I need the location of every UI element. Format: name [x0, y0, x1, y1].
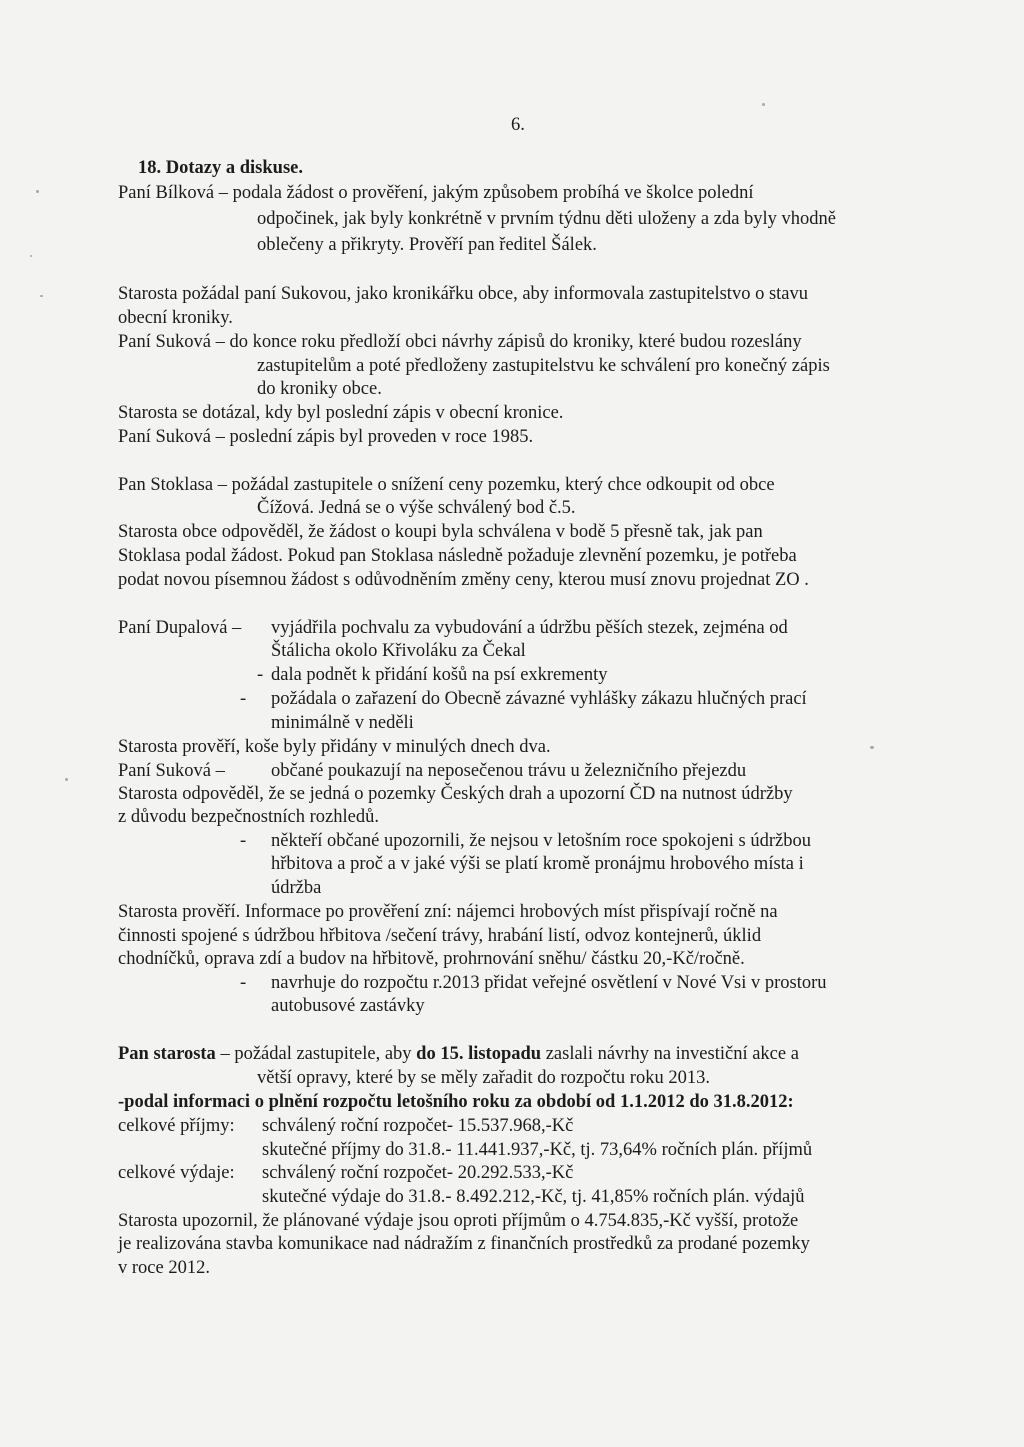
scan-speck: [30, 255, 32, 257]
bullet-dash: -: [240, 689, 247, 709]
bullet-dash: -: [257, 665, 264, 685]
text-line: schválený roční rozpočet- 20.292.533,-Kč: [262, 1163, 574, 1183]
text-line: Paní Bílková – podala žádost o prověření, jakým způsobem probíhá ve školce polední: [118, 183, 754, 203]
text-line: oblečeny a přikryty. Prověří pan ředitel Šálek.: [257, 235, 597, 255]
text-line: větší opravy, které by se měly zařadit do rozpočtu roku 2013.: [257, 1068, 710, 1088]
text-line: údržba: [271, 878, 322, 898]
bullet-dash: -: [240, 831, 247, 851]
text-line: [118, 1043, 799, 1065]
section-title: 18. Dotazy a diskuse.: [138, 158, 303, 178]
text-line: požádala o zařazení do Obecně závazné vyhlášky zákazu hlučných prací: [271, 689, 807, 709]
text-line: je realizována stavba komunikace nad nádražím z finančních prostředků za prodané pozemky: [118, 1234, 810, 1254]
text-line: hřbitova a proč a v jaké výši se platí kromě pronájmu hrobového místa i: [271, 854, 804, 874]
scan-speck: [40, 295, 43, 297]
text-span: zaslali návrhy na investiční akce a: [541, 1044, 799, 1064]
text-line: Paní Suková – poslední zápis byl proveden v roce 1985.: [118, 427, 534, 447]
text-line: obecní kroniky.: [118, 308, 233, 328]
text-line: činnosti spojené s údržbou hřbitova /sečení trávy, hrabání listí, odvoz kontejnerů, úklid: [118, 926, 762, 946]
text-line: do kroniky obce.: [257, 379, 382, 399]
text-line: Paní Suková – do konce roku předloží obci návrhy zápisů do kroniky, které budou rozeslány: [118, 332, 802, 352]
bold-text: Pan starosta: [118, 1044, 216, 1064]
text-line: Starosta prověří. Informace po prověření zní: nájemci hrobových míst přispívají ročně na: [118, 902, 778, 922]
text-line: skutečné výdaje do 31.8.- 8.492.212,-Kč, tj. 41,85% ročních plán. výdajů: [262, 1187, 805, 1207]
bold-text-line: -podal informaci o plnění rozpočtu letošního roku za období od 1.1.2012 do 31.8.2012:: [118, 1092, 794, 1112]
text-line: Pan Stoklasa – požádal zastupitele o snížení ceny pozemku, který chce odkoupit od obce: [118, 475, 775, 495]
text-line: podat novou písemnou žádost s odůvodněním změny ceny, kterou musí znovu projednat ZO .: [118, 570, 809, 590]
text-line: autobusové zastávky: [271, 996, 425, 1016]
scan-speck: [762, 103, 765, 106]
text-line: Starosta upozornil, že plánované výdaje jsou oproti příjmům o 4.754.835,-Kč vyšší, protože: [118, 1211, 799, 1231]
text-line: zastupitelům a poté předloženy zastupitelstvu ke schválení pro konečný zápis: [257, 356, 830, 376]
bullet-dash: -: [240, 973, 247, 993]
scan-speck: [65, 778, 68, 781]
scan-speck: [870, 746, 874, 749]
page-number: 6.: [511, 115, 525, 135]
text-line: minimálně v neděli: [271, 713, 414, 733]
text-line: Starosta prověří, koše byly přidány v minulých dnech dva.: [118, 737, 551, 757]
text-line: Starosta požádal paní Sukovou, jako kronikářku obce, aby informovala zastupitelstvo o stavu: [118, 284, 808, 304]
budget-label: celkové výdaje:: [118, 1163, 235, 1183]
text-line: vyjádřila pochvalu za vybudování a údržbu pěších stezek, zejména od: [271, 618, 788, 638]
text-span: – požádal zastupitele, aby: [215, 1044, 417, 1064]
speaker-label: Paní Suková –: [118, 761, 225, 781]
bold-text: do 15. listopadu: [416, 1044, 542, 1064]
text-line: v roce 2012.: [118, 1258, 210, 1278]
text-line: Stoklasa podal žádost. Pokud pan Stoklasa následně požaduje zlevnění pozemku, je potřeba: [118, 546, 797, 566]
text-line: dala podnět k přidání košů na psí exkrementy: [271, 665, 608, 685]
text-line: z důvodu bezpečnostních rozhledů.: [118, 807, 379, 827]
text-line: Starosta se dotázal, kdy byl poslední zápis v obecní kronice.: [118, 403, 564, 423]
text-line: chodníčků, oprava zdí a budov na hřbitově, prohrnování sněhu/ částku 20,-Kč/ročně.: [118, 949, 745, 969]
speaker-label: Paní Dupalová –: [118, 618, 242, 638]
budget-label: celkové příjmy:: [118, 1116, 235, 1136]
text-line: Štálicha okolo Křivoláku za Čekal: [271, 641, 526, 661]
text-line: někteří občané upozornili, že nejsou v letošním roce spokojeni s údržbou: [271, 831, 811, 851]
text-line: Čížová. Jedná se o výše schválený bod č.5.: [257, 498, 576, 518]
text-line: Starosta odpověděl, že se jedná o pozemky Českých drah a upozorní ČD na nutnost údržby: [118, 784, 793, 804]
text-line: občané poukazují na neposečenou trávu u železničního přejezdu: [271, 761, 747, 781]
text-line: navrhuje do rozpočtu r.2013 přidat veřejné osvětlení v Nové Vsi v prostoru: [271, 973, 827, 993]
text-line: odpočinek, jak byly konkrétně v prvním týdnu děti uloženy a zda byly vhodně: [257, 209, 837, 229]
text-line: schválený roční rozpočet- 15.537.968,-Kč: [262, 1116, 574, 1136]
scan-speck: [36, 190, 39, 193]
text-line: Starosta obce odpověděl, že žádost o koupi byla schválena v bodě 5 přesně tak, jak pan: [118, 522, 763, 542]
text-line: skutečné příjmy do 31.8.- 11.441.937,-Kč, tj. 73,64% ročních plán. příjmů: [262, 1140, 813, 1160]
